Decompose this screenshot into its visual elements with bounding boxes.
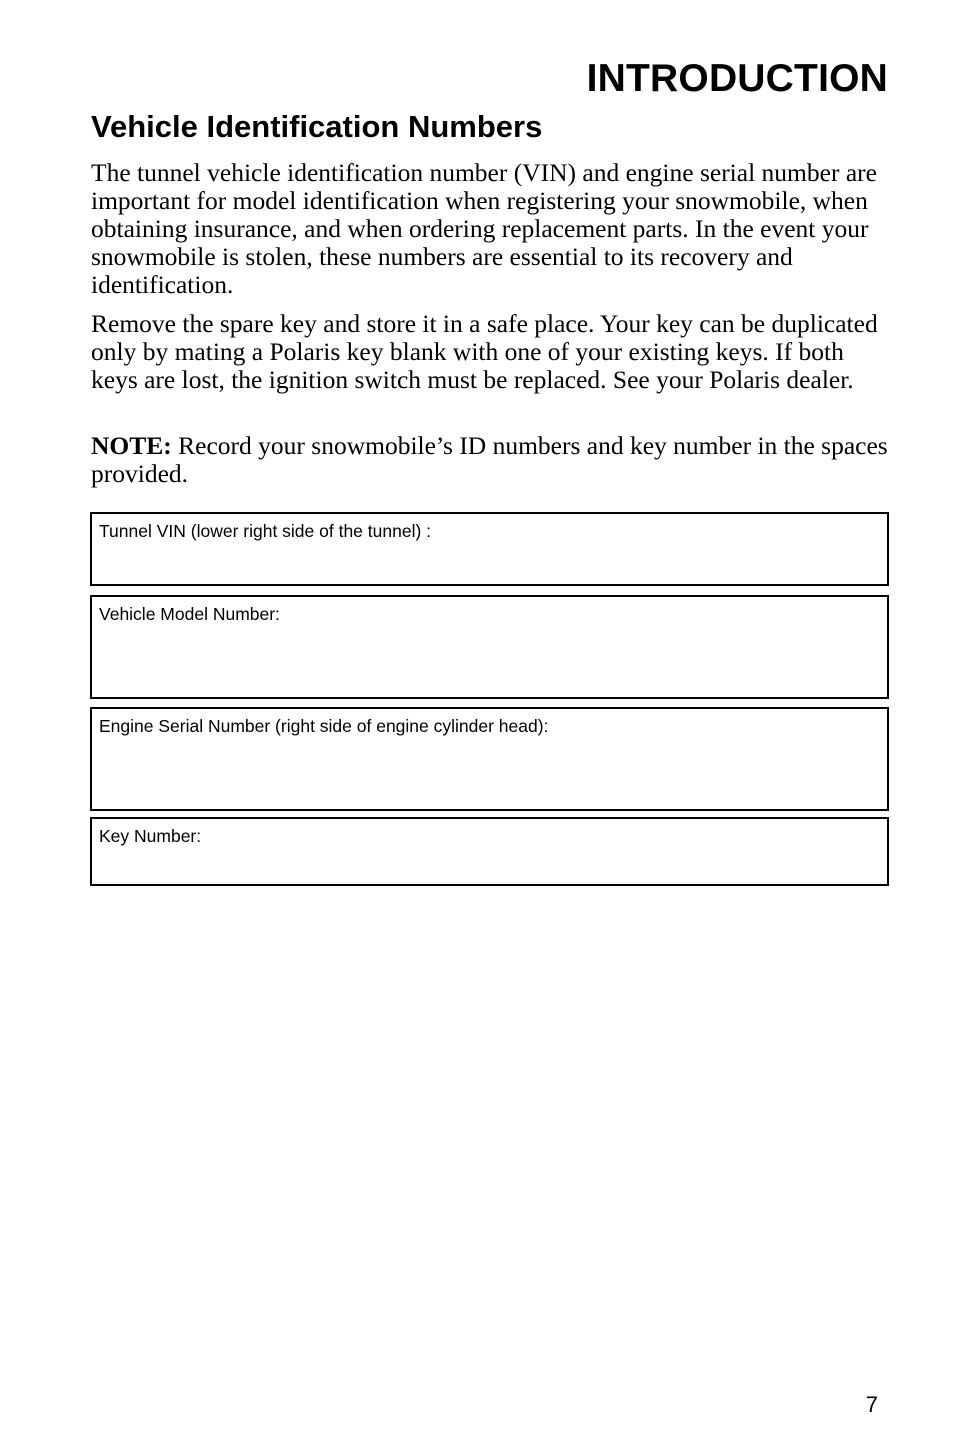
note-paragraph: [91, 432, 896, 488]
engine-serial-number-record-box[interactable]: [90, 707, 889, 811]
vehicle-model-number-record-box[interactable]: [90, 595, 889, 699]
section-heading: Vehicle Identification Numbers: [91, 109, 543, 144]
key-number-record-box[interactable]: [90, 817, 889, 886]
tunnel-vin-label: Tunnel VIN (lower right side of the tunnel) :: [99, 521, 432, 541]
key-number-label: Key Number:: [99, 826, 202, 846]
vin-importance-paragraph: The tunnel vehicle identification number (VIN) and engine serial number are important for model identification when registering your snowmobile, when obtaining insurance, and when ordering replacement parts. In the event your snowmobile is stolen, these numbers are essential to its recovery and identification.: [91, 158, 877, 299]
note-label: NOTE:: [91, 431, 172, 460]
page-number: 7: [865, 1392, 878, 1417]
engine-serial-number-label: Engine Serial Number (right side of engine cylinder head):: [99, 716, 549, 736]
vehicle-model-number-label: Vehicle Model Number:: [99, 604, 280, 624]
note-text: Record your snowmobile’s ID numbers and key number in the spaces provided.: [91, 431, 888, 488]
spare-key-paragraph: Remove the spare key and store it in a safe place. Your key can be duplicated only by mating a Polaris key blank with one of your existing keys. If both keys are lost, the ignition switch must be replaced. See your Polaris dealer.: [91, 309, 878, 394]
tunnel-vin-record-box[interactable]: [90, 512, 889, 586]
chapter-title: INTRODUCTION: [586, 57, 888, 100]
